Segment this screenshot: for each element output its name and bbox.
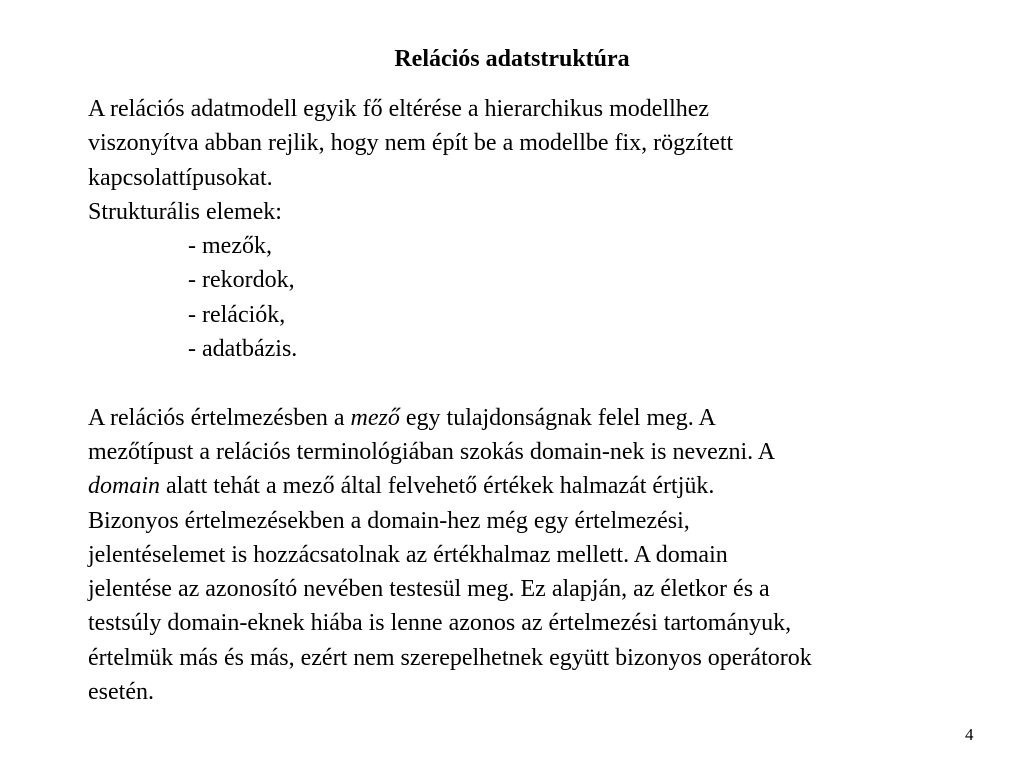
paragraph-line-9: esetén. [88,679,154,706]
paragraph-line-4: Bizonyos értelmezésekben a domain-hez még egy értelmezési, [88,507,690,534]
elements-heading: Strukturális elemek: [88,198,282,225]
list-item: - adatbázis. [188,336,298,363]
intro-line-3: kapcsolattípusokat. [88,164,273,191]
elements-list [88,229,968,366]
paragraph-line-1 [88,401,968,435]
intro-line-1: A relációs adatmodell egyik fő eltérése a hierarchikus modellhez [88,96,710,122]
list-item: - mezők, [188,233,272,260]
intro-line-2: viszonyítva abban rejlik, hogy nem épít be a modellbe fix, rögzített [88,130,734,157]
paragraph-line-5: jelentéselemet is hozzácsatolnak az értékhalmaz mellett. A domain [88,541,728,568]
paragraph-line-2: mezőtípust a relációs terminológiában szokás domain-nek is nevezni. A [88,438,776,465]
slide-title: Relációs adatstruktúra [394,46,630,72]
slide-body [88,92,968,709]
domain-paragraph [88,401,968,710]
page-number: 4 [965,725,974,744]
italic-term-mezo: mező [350,404,400,431]
italic-term-domain: domain [88,473,160,500]
paragraph-line-8: értelmük más és más, ezért nem szerepelhetnek együtt bizonyos operátorok [88,644,812,671]
paragraph-text: egy tulajdonságnak felel meg. A [399,404,716,431]
paragraph-line-3 [88,469,968,503]
paragraph-text: alatt tehát a mező által felvehető értékek halmazát értjük. [160,473,715,500]
list-item: - relációk, [188,301,286,328]
paragraph-line-7: testsúly domain-eknek hiába is lenne azonos az értelmezési tartományuk, [88,610,792,637]
paragraph-spacer [88,366,968,400]
paragraph-line-6: jelentése az azonosító nevében testesül meg. Ez alapján, az életkor és a [88,576,770,603]
paragraph-text: A relációs értelmezésben a [88,404,351,431]
list-item: - rekordok, [188,267,295,294]
